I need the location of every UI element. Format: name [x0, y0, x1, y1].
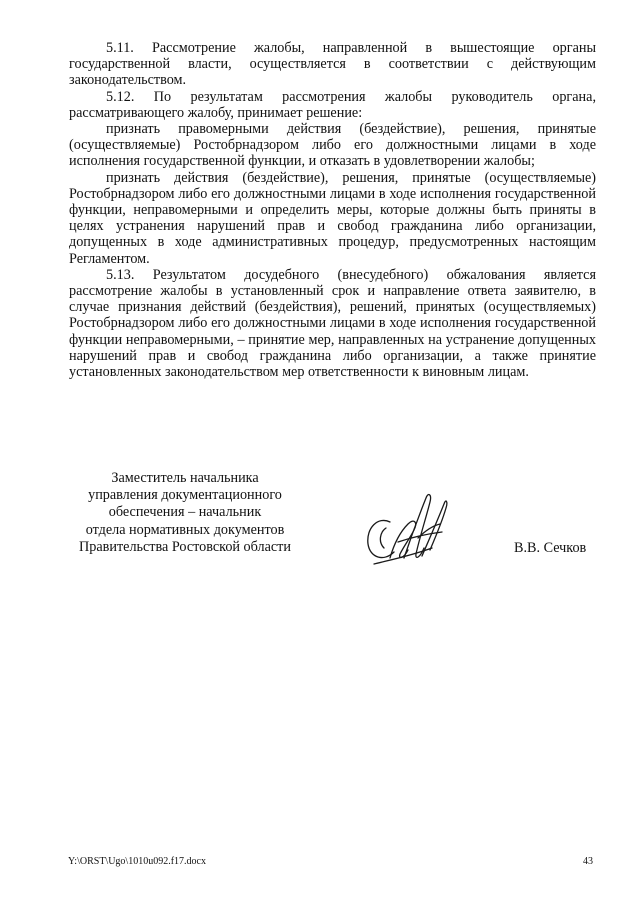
signatory-title-line: Заместитель начальника	[111, 470, 259, 486]
signatory-title-line: Правительства Ростовской области	[79, 538, 291, 555]
signatory-title-line: обеспечения – начальник	[108, 504, 262, 521]
handwritten-signature-icon	[360, 488, 450, 570]
paragraph-5-12-option-2: признать действия (бездействие), решения, принятые (осуществляемые) Ростобрнадзором либо его должностными лицами в ходе исполнения государственной функции, неправомерными и определить меры, которые должны быть приняты в целях устранения нарушений прав и свобод гражданина либо организации, допущенных в ходе административных процедур, предусмотренных настоящим Регламентом.	[69, 169, 596, 267]
paragraph-5-12-option-1: признать правомерными действия (бездействие), решения, принятые (осуществляемые) Ростобрнадзором либо его должностными лицами в ходе исполнения государственной функции, и отказать в удовлетворении жалобы;	[69, 121, 596, 170]
signatory-title-line: отдела нормативных документов	[85, 521, 285, 538]
signatory-title-line: управления документационного	[88, 487, 282, 504]
paragraph-5-11: 5.11. Рассмотрение жалобы, направленной в вышестоящие органы государственной власти, осуществляется в соответствии с действующим законодательством.	[69, 40, 596, 89]
paragraph-5-12: 5.12. По результатам рассмотрения жалобы руководитель органа, рассматривающего жалобу, принимает решение:	[69, 88, 596, 121]
footer-file-path: Y:\ORST\Ugo\1010u092.f17.docx	[68, 856, 206, 867]
paragraph-5-13: 5.13. Результатом досудебного (внесудебного) обжалования является рассмотрение жалобы в установленный срок и направление ответа заявителю, в случае признания действий (бездействия), решений, принятых (осуществляемых) Ростобрнадзором либо его должностными лицами в ходе исполнения государственной функции неправомерными, – принятие мер, направленных на устранение допущенных нарушений прав и свобод гражданина либо организации, а также принятие установленных законодательством мер ответственности к виновным лицам.	[69, 266, 596, 381]
signatory-title	[60, 470, 310, 556]
document-body	[69, 40, 596, 380]
page-number: 43	[583, 856, 593, 867]
signer-name: В.В. Сечков	[514, 540, 587, 556]
